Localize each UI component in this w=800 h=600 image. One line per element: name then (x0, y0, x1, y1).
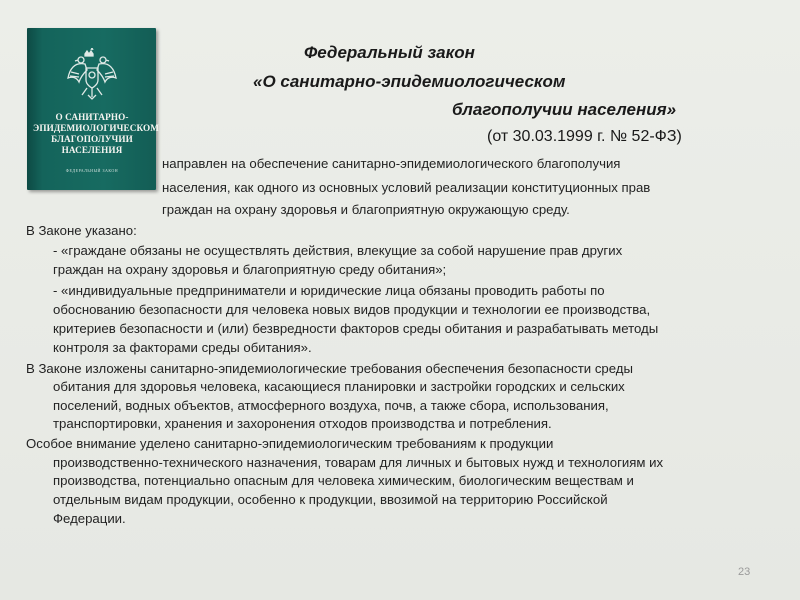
intro-line: населения, как одного из основных условий реализации конституционных прав (162, 180, 651, 195)
requirements-line: поселений, водных объектов, атмосферного воздуха, почв, а также сбора, использования, (53, 398, 609, 413)
law-item-1-line: граждан на охрану здоровья и благоприятную среду обитания»; (53, 262, 447, 277)
law-item-1-line: - «граждане обязаны не осуществлять действия, влекущие за собой нарушение прав других (53, 243, 623, 258)
law-date-number: (от 30.03.1999 г. № 52-ФЗ) (487, 128, 682, 145)
book-title-line: БЛАГОПОЛУЧИИ (51, 134, 133, 144)
book-title-line: НАСЕЛЕНИЯ (61, 145, 123, 155)
law-item-2-line: обоснованию безопасности для человека новых видов продукции и технологии ее производства, (53, 302, 651, 317)
law-book-cover (27, 28, 160, 190)
heading-line-1: Федеральный закон (304, 43, 475, 62)
law-item-2-line: - «индивидуальные предприниматели и юридические лица обязаны проводить работы по (53, 283, 605, 298)
law-item-2-line: контроля за факторами среды обитания». (53, 340, 312, 355)
heading-line-3: благополучии населения» (452, 100, 677, 119)
intro-line: граждан на охрану здоровья и благоприятную окружающую среду. (162, 202, 570, 217)
attention-line: Особое внимание уделено санитарно-эпидемиологическим требованиям к продукции (26, 436, 554, 451)
requirements-line: В Законе изложены санитарно-эпидемиологические требования обеспечения безопасности среды (26, 361, 633, 376)
intro-line: направлен на обеспечение санитарно-эпидемиологического благополучия (162, 156, 621, 171)
requirements-line: обитания для здоровья человека, касающиеся планировки и застройки городских и сельских (53, 379, 625, 394)
attention-line: отдельным видам продукции, особенно к продукции, ввозимой на территорию Российской (53, 492, 608, 507)
book-cover-subtitle: ФЕДЕРАЛЬНЫЙ ЗАКОН (65, 168, 119, 173)
heading-line-2: «О санитарно-эпидемиологическом (253, 72, 566, 91)
double-headed-eagle-icon (65, 48, 119, 102)
requirements-line: транспортировки, хранения и захоронения отходов производства и потребления. (53, 416, 552, 431)
book-title-line: ЭПИДЕМИОЛОГИЧЕСКОМ (33, 123, 160, 133)
book-title-line: О САНИТАРНО- (55, 112, 129, 122)
attention-line: Федерации. (53, 511, 126, 526)
attention-line: производства, потенциально опасным для человека химическим, биологическим веществам и (53, 473, 634, 488)
attention-line: производственно-технического назначения, товарам для личных и бытовых нужд и технологиям их (53, 455, 664, 470)
law-item-2-line: критериев безопасности и (или) безвредности факторов среды обитания и разрабатывать методы (53, 321, 659, 336)
book-cover-title (33, 112, 160, 156)
law-stated-label: В Законе указано: (26, 223, 137, 238)
page-number: 23 (738, 566, 751, 578)
